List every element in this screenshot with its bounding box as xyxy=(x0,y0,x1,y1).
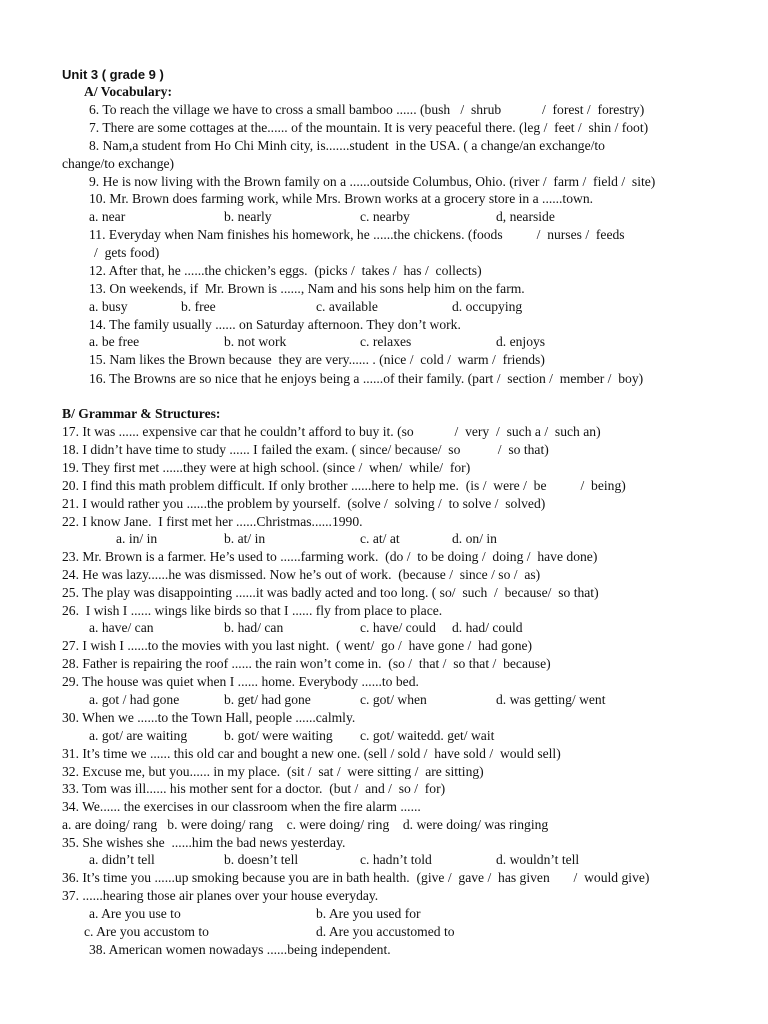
question-32: 32. Excuse me, but you...... in my place. (sit / sat / were sitting / are sitting) xyxy=(62,764,484,779)
q35-option-d: d. wouldn’t tell xyxy=(496,852,580,867)
q26-option-d: d. had/ could xyxy=(452,620,523,635)
q22-option-b: b. at/ in xyxy=(224,531,266,546)
question-38: 38. American women nowadays ......being independent. xyxy=(89,942,391,957)
q35-option-a: a. didn’t tell xyxy=(89,852,155,867)
question-28: 28. Father is repairing the roof ...... the rain won’t come in. (so / that / so that / because) xyxy=(62,656,551,671)
question-22: 22. I know Jane. I first met her ......Christmas......1990. xyxy=(62,514,363,529)
question-16: 16. The Browns are so nice that he enjoys being a ......of their family. (part / section / member / boy) xyxy=(89,371,644,386)
question-11: 11. Everyday when Nam finishes his homework, he ......the chickens. (foods / nurses / feeds xyxy=(89,227,625,242)
q14-option-d: d. enjoys xyxy=(496,334,546,349)
q35-option-b: b. doesn’t tell xyxy=(224,852,299,867)
q29-option-b: b. get/ had gone xyxy=(224,692,311,707)
question-36: 36. It’s time you ......up smoking because you are in bath health. (give / gave / has given / would give) xyxy=(62,870,650,885)
question-8-cont: change/to exchange) xyxy=(62,156,175,171)
section-a-heading: A/ Vocabulary: xyxy=(84,84,172,99)
question-29: 29. The house was quiet when I ...... home. Everybody ......to bed. xyxy=(62,674,419,689)
question-18: 18. I didn’t have time to study ...... I failed the exam. ( since/ because/ so / so that) xyxy=(62,442,549,457)
question-30: 30. When we ......to the Town Hall, people ......calmly. xyxy=(62,710,356,725)
question-24: 24. He was lazy......he was dismissed. Now he’s out of work. (because / since / so / as) xyxy=(62,567,541,582)
q37-option-b: b. Are you used for xyxy=(316,906,421,921)
question-31: 31. It’s time we ...... this old car and bought a new one. (sell / sold / have sold / would sell) xyxy=(62,746,561,761)
unit-title: Unit 3 ( grade 9 ) xyxy=(62,67,164,82)
q10-option-b: b. nearly xyxy=(224,209,272,224)
q10-option-d: d, nearside xyxy=(496,209,555,224)
question-26: 26. I wish I ...... wings like birds so that I ...... fly from place to place. xyxy=(62,603,443,618)
q22-option-a: a. in/ in xyxy=(116,531,158,546)
q30-option-b: b. got/ were waiting xyxy=(224,728,333,743)
question-6: 6. To reach the village we have to cross a small bamboo ...... (bush / shrub / forest / forestry) xyxy=(89,102,645,117)
q37-option-a: a. Are you use to xyxy=(89,906,181,921)
q35-option-c: c. hadn’t told xyxy=(360,852,432,867)
q26-option-b: b. had/ can xyxy=(224,620,284,635)
q14-option-b: b. not work xyxy=(224,334,287,349)
question-37: 37. ......hearing those air planes over your house everyday. xyxy=(62,888,379,903)
q22-option-c: c. at/ at xyxy=(360,531,400,546)
q29-option-d: d. was getting/ went xyxy=(496,692,606,707)
q13-option-a: a. busy xyxy=(89,299,128,314)
question-19: 19. They first met ......they were at high school. (since / when/ while/ for) xyxy=(62,460,471,475)
q30-option-cd: c. got/ waitedd. get/ wait xyxy=(360,728,495,743)
q14-option-a: a. be free xyxy=(89,334,140,349)
question-23: 23. Mr. Brown is a farmer. He’s used to ......farming work. (do / to be doing / doing / have done) xyxy=(62,549,598,564)
question-35: 35. She wishes she ......him the bad news yesterday. xyxy=(62,835,346,850)
q37-option-c: c. Are you accustom to xyxy=(84,924,209,939)
question-33: 33. Tom was ill...... his mother sent for a doctor. (but / and / so / for) xyxy=(62,781,446,796)
question-14: 14. The family usually ...... on Saturday afternoon. They don’t work. xyxy=(89,317,461,332)
q29-option-c: c. got/ when xyxy=(360,692,427,707)
question-34: 34. We...... the exercises in our classroom when the fire alarm ...... xyxy=(62,799,421,814)
q34-options: a. are doing/ rang b. were doing/ rang c. were doing/ ring d. were doing/ was ringing xyxy=(62,817,549,832)
q26-option-a: a. have/ can xyxy=(89,620,154,635)
question-9: 9. He is now living with the Brown family on a ......outside Columbus, Ohio. (river / farm / field / site) xyxy=(89,174,656,189)
question-13: 13. On weekends, if Mr. Brown is ......, Nam and his sons help him on the farm. xyxy=(89,281,525,296)
question-10: 10. Mr. Brown does farming work, while Mrs. Brown works at a grocery store in a ......town. xyxy=(89,191,594,206)
q14-option-c: c. relaxes xyxy=(360,334,412,349)
question-15: 15. Nam likes the Brown because they are very...... . (nice / cold / warm / friends) xyxy=(89,352,545,367)
q13-option-b: b. free xyxy=(181,299,216,314)
question-12: 12. After that, he ......the chicken’s eggs. (picks / takes / has / collects) xyxy=(89,263,482,278)
question-21: 21. I would rather you ......the problem by yourself. (solve / solving / to solve / solved) xyxy=(62,496,546,511)
q29-option-a: a. got / had gone xyxy=(89,692,180,707)
q26-option-c: c. have/ could xyxy=(360,620,436,635)
q10-option-c: c. nearby xyxy=(360,209,410,224)
q30-option-a: a. got/ are waiting xyxy=(89,728,188,743)
question-25: 25. The play was disappointing ......it was badly acted and too long. ( so/ such / because/ so that) xyxy=(62,585,599,600)
question-17: 17. It was ...... expensive car that he couldn’t afford to buy it. (so / very / such a / such an) xyxy=(62,424,601,439)
q13-option-d: d. occupying xyxy=(452,299,523,314)
question-7: 7. There are some cottages at the...... of the mountain. It is very peaceful there. (leg / feet / shin / foot) xyxy=(89,120,649,135)
q10-option-a: a. near xyxy=(89,209,126,224)
q13-option-c: c. available xyxy=(316,299,378,314)
question-11-cont: / gets food) xyxy=(94,245,160,260)
section-b-heading: B/ Grammar & Structures: xyxy=(62,406,221,421)
q37-option-d: d. Are you accustomed to xyxy=(316,924,455,939)
question-27: 27. I wish I ......to the movies with you last night. ( went/ go / have gone / had gone) xyxy=(62,638,533,653)
question-20: 20. I find this math problem difficult. If only brother ......here to help me. (is / were / be / being) xyxy=(62,478,626,493)
q22-option-d: d. on/ in xyxy=(452,531,497,546)
question-8: 8. Nam,a student from Ho Chi Minh city, is.......student in the USA. ( a change/an exchange/to xyxy=(89,138,605,153)
